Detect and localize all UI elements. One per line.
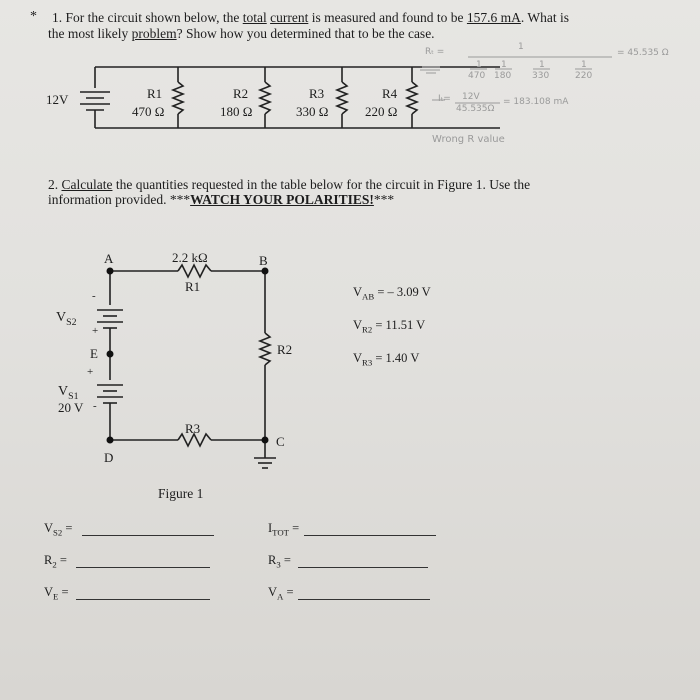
- vs2-label: $V_{S2}$: [56, 310, 77, 328]
- vs1-plus: +: [87, 366, 94, 378]
- answer-itot-label: $I_{TOT}$ =: [268, 521, 300, 538]
- hw-rt-result: = 45.535 Ω: [617, 48, 669, 58]
- hw-it-label: Iₜ=: [438, 94, 451, 104]
- node-a-label: A: [104, 251, 114, 266]
- hw-d3: 330: [532, 71, 550, 81]
- r1-fig-value: 2.2 kΩ: [172, 250, 208, 265]
- vs2-minus: -: [92, 290, 96, 302]
- r2-value: 180 Ω: [220, 104, 253, 119]
- given-vab: $V_{AB}$ = – 3.09 V: [353, 285, 431, 302]
- question-2-line-2: information provided. ***WATCH YOUR POLARITIES!***: [48, 192, 395, 207]
- given-vr3: $V_{R3} = 1.40$ V: [353, 351, 420, 368]
- r2-fig-name: R2: [277, 342, 293, 357]
- r2-name: R2: [233, 86, 249, 101]
- source-12v-label: 12V: [46, 92, 69, 107]
- r4-value: 220 Ω: [365, 104, 398, 119]
- question-star: *: [30, 9, 37, 24]
- r1-value: 470 Ω: [132, 104, 165, 119]
- node-b-label: B: [259, 253, 268, 268]
- r3-name: R3: [309, 86, 325, 101]
- hw-it-result: = 183.108 mA: [503, 97, 569, 107]
- r4-name: R4: [382, 86, 398, 101]
- hw-one-top: 1: [518, 42, 524, 52]
- r1-fig-name: R1: [185, 279, 201, 294]
- answer-r2-label: $R_2$ =: [44, 553, 67, 570]
- hw-one-2: 1: [501, 60, 507, 70]
- answer-va-label: $V_A$ =: [268, 585, 294, 602]
- node-e-label: E: [90, 346, 98, 361]
- hw-one-3: 1: [539, 60, 545, 70]
- vs1-value: 20 V: [58, 400, 84, 415]
- hw-note: Wrong R value: [432, 134, 505, 145]
- vs1-minus: -: [93, 400, 97, 412]
- hw-one-1: 1: [476, 60, 482, 70]
- answer-itot-blank[interactable]: [304, 535, 436, 536]
- node-c-label: C: [276, 434, 285, 449]
- question-1-line-1: 1. For the circuit shown below, the total current is measured and found to be 157.6 mA. What is: [52, 10, 570, 25]
- answer-r3-label: $R_3$ =: [268, 553, 291, 570]
- question-1-line-2: the most likely problem? Show how you determined that to be the case.: [48, 26, 435, 41]
- answer-va-blank[interactable]: [298, 599, 430, 600]
- answer-ve-label: $V_E$ =: [44, 585, 69, 602]
- r1-name: R1: [147, 86, 163, 101]
- answer-ve-blank[interactable]: [76, 599, 210, 600]
- answer-vs2-blank[interactable]: [82, 535, 214, 536]
- hw-it-num: 12V: [462, 92, 480, 102]
- hw-one-4: 1: [581, 60, 587, 70]
- hw-d4: 220: [575, 71, 593, 81]
- answer-r3-blank[interactable]: [298, 567, 428, 568]
- question-2-line-1: 2. Calculate the quantities requested in the table below for the circuit in Figure 1. Use the: [48, 177, 531, 192]
- answer-r2-blank[interactable]: [76, 567, 210, 568]
- vs2-plus: +: [92, 325, 99, 337]
- r3-fig-name: R3: [185, 421, 201, 436]
- hw-d1: 470: [468, 71, 486, 81]
- node-d-label: D: [104, 450, 114, 465]
- r3-value: 330 Ω: [296, 104, 329, 119]
- hw-rt-label: Rₜ =: [425, 47, 445, 57]
- figure-caption: Figure 1: [158, 486, 204, 501]
- vs1-label: $V_{S1}$: [58, 384, 79, 402]
- answer-vs2-label: $V_{S2}$ =: [44, 521, 73, 538]
- given-vr2: $V_{R2} = 11.51$ V: [353, 318, 426, 335]
- hw-it-den: 45.535Ω: [456, 104, 495, 114]
- hw-d2: 180: [494, 71, 512, 81]
